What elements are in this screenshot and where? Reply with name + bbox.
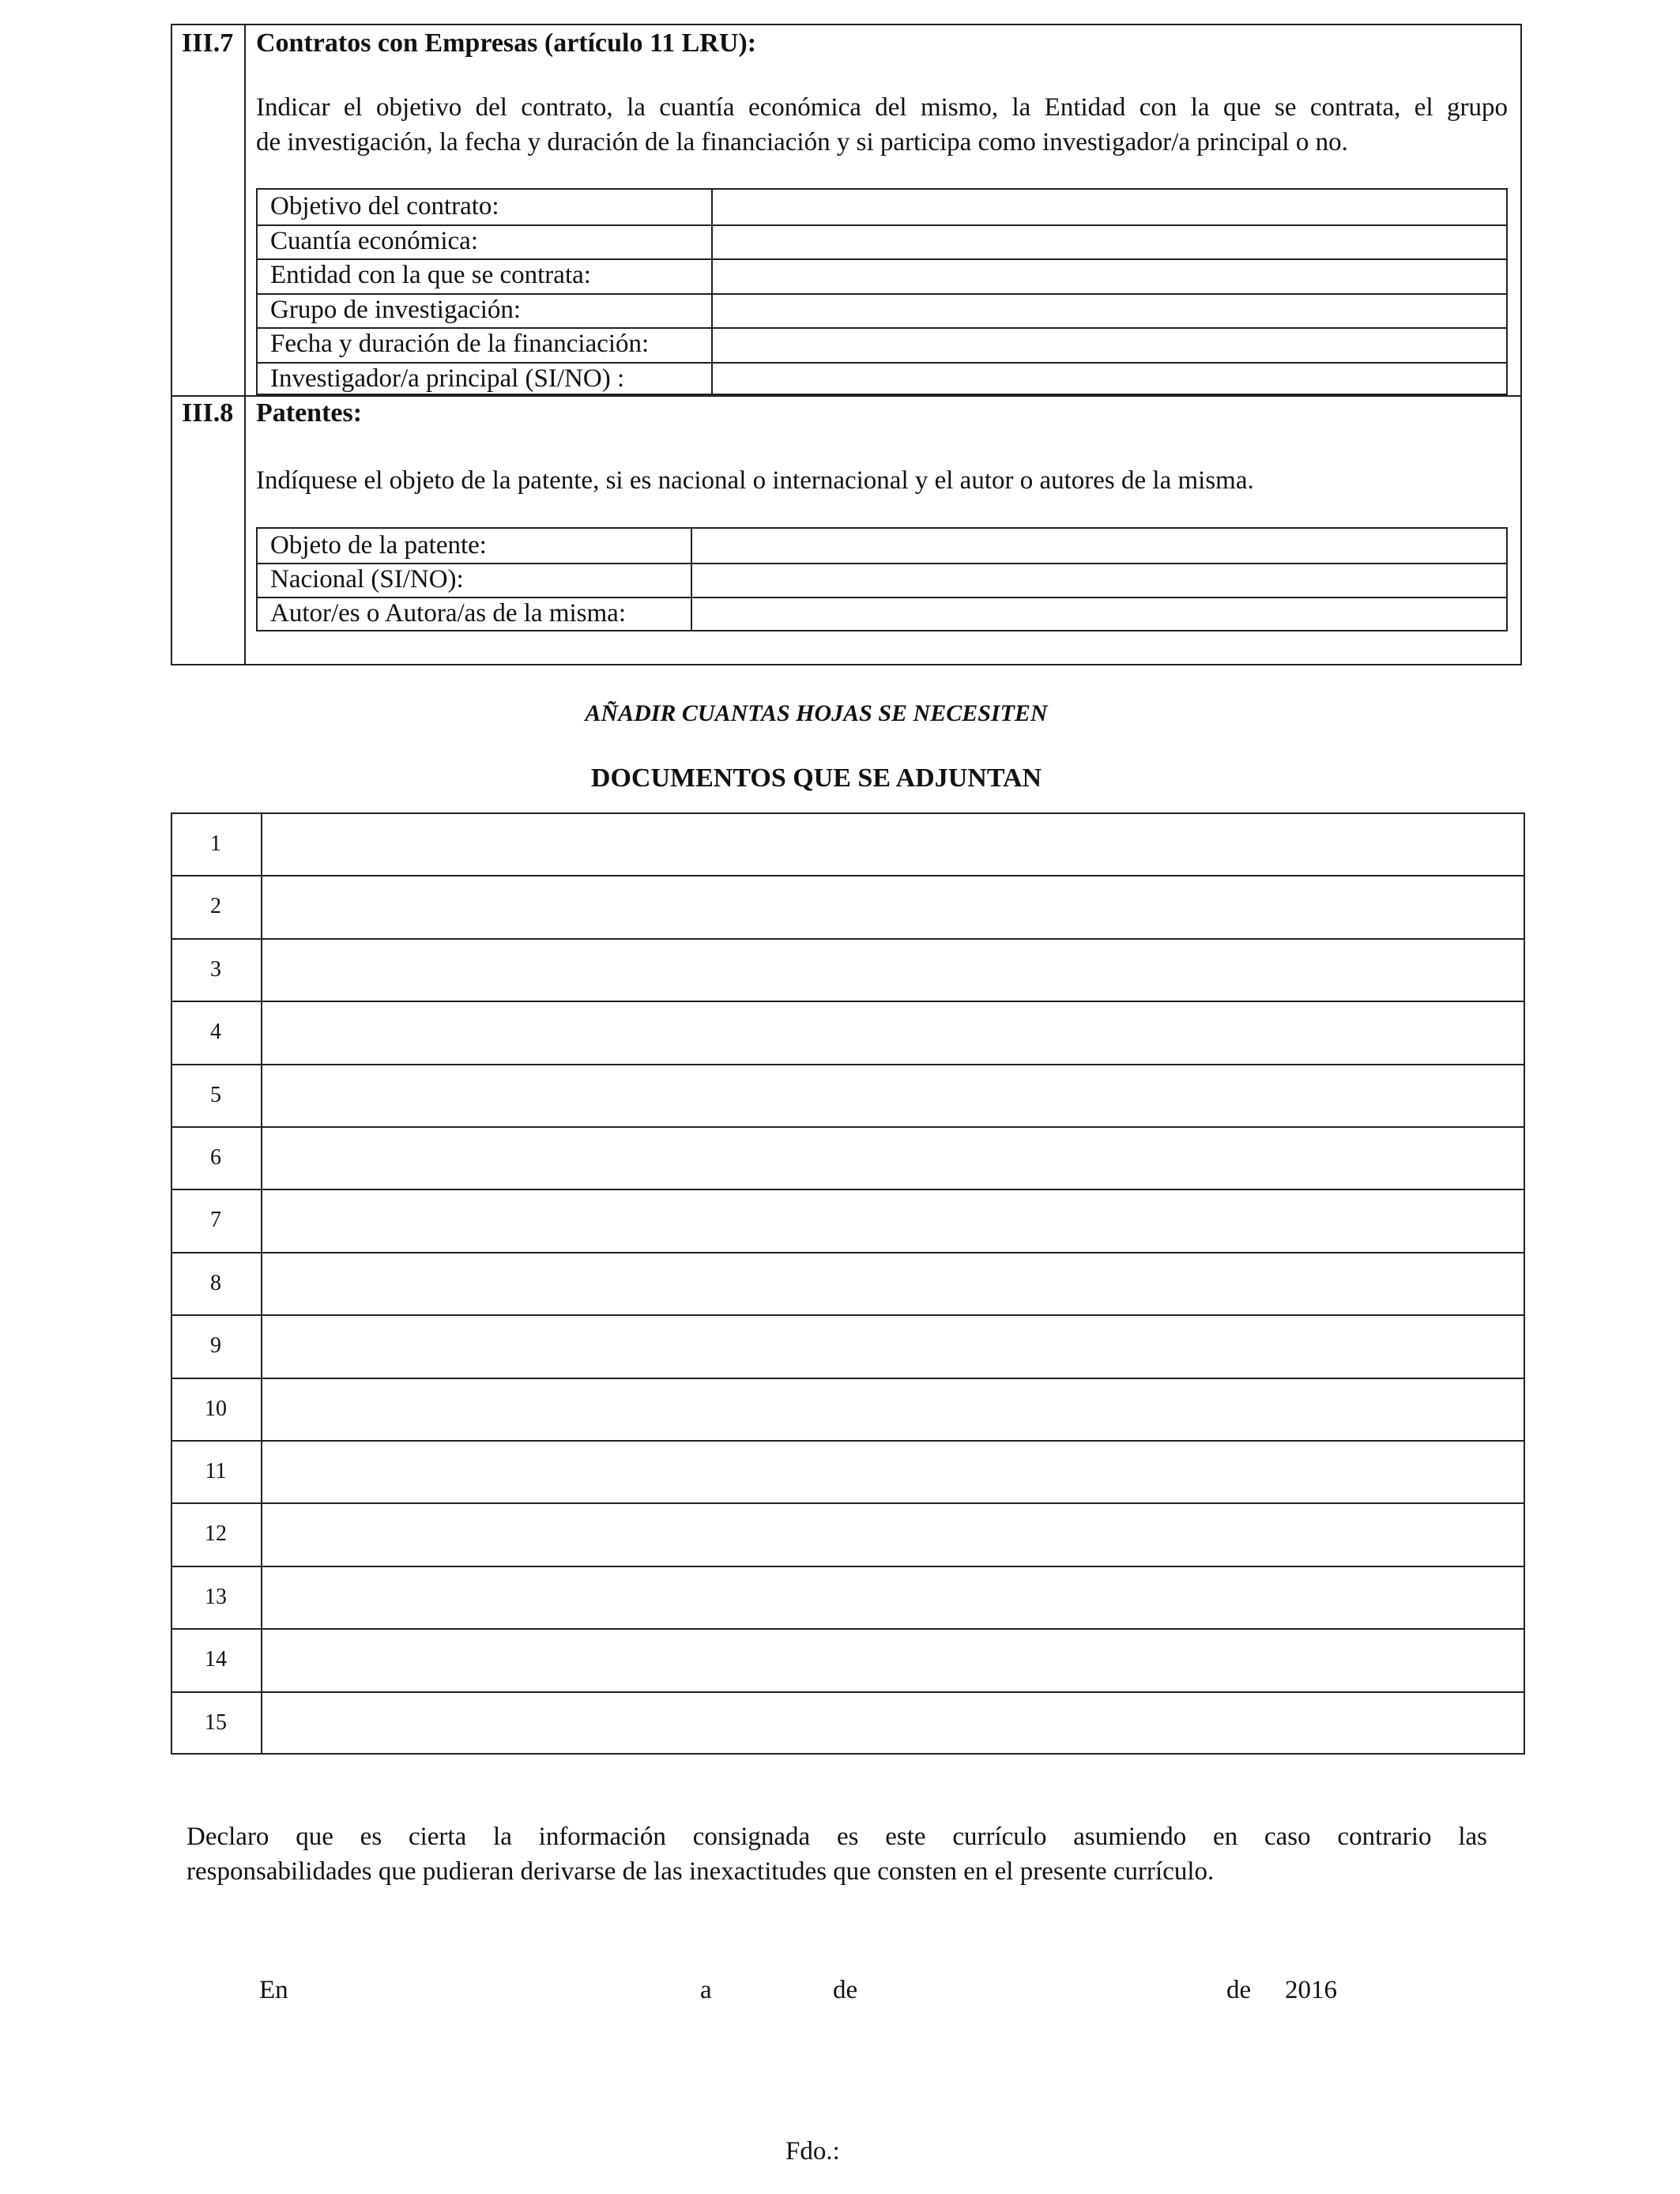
signature-label: Fdo.:	[785, 2137, 840, 2166]
section-iii7-instructions-line2: de investigación, la fecha y duración de la financiación y si participa como investigador/a principal o no.	[256, 128, 1348, 156]
document-row-number: 15	[205, 1710, 227, 1735]
document-row-number: 3	[210, 956, 221, 982]
documents-column-divider	[261, 812, 262, 1755]
document-row-number: 7	[210, 1208, 221, 1233]
document-row-number: 10	[205, 1396, 227, 1421]
section-iii8-number: III.8	[182, 398, 234, 428]
document-row-entry[interactable]	[269, 1064, 1517, 1126]
document-row-entry[interactable]	[269, 875, 1517, 937]
declaration-line2: responsabilidades que pudieran derivarse de las inexactitudes que consten en el presente currículo.	[186, 1857, 1215, 1886]
patent-field-label: Nacional (SI/NO):	[270, 565, 464, 594]
contract-field-value[interactable]	[718, 293, 1500, 328]
patent-field-value[interactable]	[697, 597, 1500, 631]
document-row-number: 4	[210, 1020, 221, 1045]
document-row-entry[interactable]	[269, 1440, 1517, 1502]
patent-fields-divider	[691, 529, 692, 630]
document-row-entry[interactable]	[269, 1378, 1517, 1440]
patent-field-value[interactable]	[697, 529, 1500, 563]
document-row-number: 11	[205, 1459, 227, 1483]
section-iii7-instructions-line1: Indicar el objetivo del contrato, la cuantía económica del mismo, la Entidad con la que se contrata, el grupo	[256, 93, 1508, 122]
document-row-entry[interactable]	[269, 812, 1517, 875]
contract-field-label: Fecha y duración de la financiación:	[270, 330, 650, 358]
document-row-number: 13	[205, 1584, 227, 1609]
document-row-entry[interactable]	[269, 1252, 1517, 1314]
document-row-entry[interactable]	[269, 1691, 1517, 1754]
patent-field-label: Objeto de la patente:	[270, 531, 487, 560]
document-row-entry[interactable]	[269, 1502, 1517, 1565]
contract-field-value[interactable]	[718, 362, 1500, 397]
date-year-value: 2016	[1285, 1976, 1337, 2004]
document-row-number: 14	[205, 1647, 227, 1672]
document-row-entry[interactable]	[269, 1566, 1517, 1628]
contract-field-label: Grupo de investigación:	[270, 295, 522, 324]
document-row-entry[interactable]	[269, 1189, 1517, 1251]
contract-field-label: Objetivo del contrato:	[270, 192, 499, 221]
date-place-label: En	[259, 1976, 288, 2004]
document-row-number: 12	[205, 1521, 227, 1547]
document-row-number: 8	[210, 1270, 221, 1295]
contract-field-label: Entidad con la que se contrata:	[270, 261, 591, 289]
document-row-entry[interactable]	[269, 1126, 1517, 1189]
document-row-number: 2	[210, 894, 221, 919]
date-day-label: a	[700, 1976, 712, 2004]
contract-field-value[interactable]	[718, 190, 1500, 224]
document-row-number: 1	[210, 831, 221, 856]
documents-title: DOCUMENTOS QUE SE ADJUNTAN	[590, 763, 1042, 793]
patent-field-label: Autor/es o Autora/as de la misma:	[270, 599, 626, 628]
contract-field-label: Investigador/a principal (SI/NO) :	[270, 364, 625, 393]
section-iii8-instructions: Indíquese el objeto de la patente, si es nacional o internacional y el autor o autores de la misma.	[256, 466, 1254, 495]
contract-field-value[interactable]	[718, 224, 1500, 259]
document-row-number: 6	[210, 1145, 221, 1170]
contract-field-value[interactable]	[718, 258, 1500, 293]
document-row-entry[interactable]	[269, 1314, 1517, 1377]
section-iii7-title: Contratos con Empresas (artículo 11 LRU):	[256, 28, 757, 58]
section-iii7-number: III.7	[182, 28, 234, 58]
sections-column-divider	[244, 24, 246, 665]
document-row-entry[interactable]	[269, 1001, 1517, 1063]
document-row-entry[interactable]	[269, 938, 1517, 1001]
date-year-label: de	[1226, 1976, 1252, 2004]
contract-field-label: Cuantía económica:	[270, 226, 478, 255]
add-sheets-note: AÑADIR CUANTAS HOJAS SE NECESITEN	[585, 700, 1048, 726]
contract-field-value[interactable]	[718, 327, 1500, 362]
document-row-number: 5	[210, 1082, 221, 1107]
section-iii8-title: Patentes:	[256, 398, 363, 428]
document-row-entry[interactable]	[269, 1628, 1517, 1691]
document-row-number: 9	[210, 1333, 221, 1359]
patent-field-value[interactable]	[697, 563, 1500, 597]
date-month-label: de	[833, 1976, 858, 2004]
declaration-line1: Declaro que es cierta la información consignada es este currículo asumiendo en caso contrario las	[186, 1823, 1487, 1851]
